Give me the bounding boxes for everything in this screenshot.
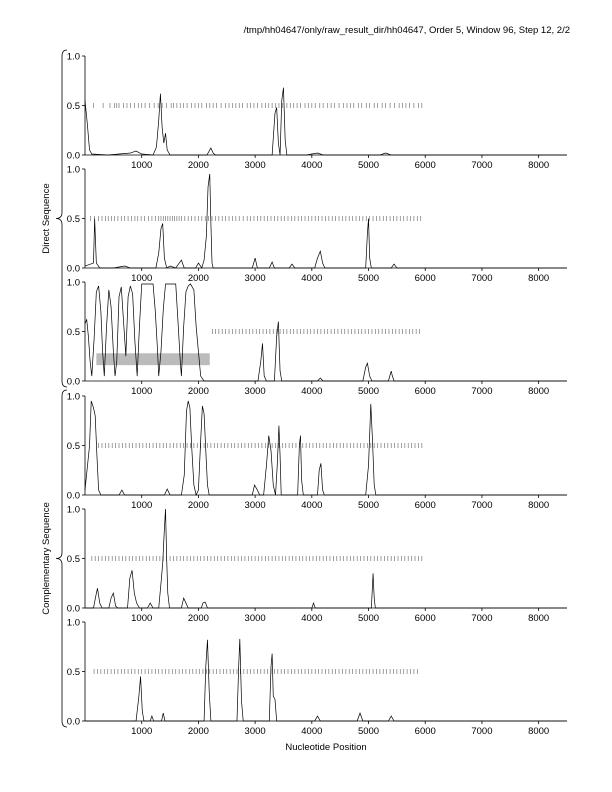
y-tick-label: 0.0 [66, 263, 80, 275]
panel-2 [67, 165, 567, 285]
x-tick-label: 8000 [528, 500, 550, 511]
x-tick-label: 4000 [301, 273, 323, 284]
chart-header-text: /tmp/hh04647/only/raw_result_dir/hh04647, Order 5, Window 96, Step 12, 2/2 [243, 25, 570, 36]
x-tick-label: 1000 [131, 613, 153, 624]
x-tick-label: 2000 [187, 160, 209, 171]
x-tick-label: 6000 [414, 613, 436, 624]
x-tick-label: 8000 [528, 273, 550, 284]
x-tick-label: 1000 [131, 160, 153, 171]
y-tick-label: 0.5 [66, 101, 80, 112]
x-tick-label: 7000 [471, 386, 493, 397]
y-tick-label: 0.0 [66, 490, 80, 502]
y-tick-label: 0.0 [66, 603, 80, 615]
group-label-complementary: Complementary Sequence [41, 502, 52, 615]
y-tick-label: 1.0 [66, 617, 80, 629]
x-tick-label: 2000 [187, 500, 209, 511]
x-tick-label: 5000 [357, 500, 380, 511]
y-tick-label: 0.0 [66, 150, 80, 162]
y-tick-label: 1.0 [66, 277, 80, 289]
x-tick-label: 2000 [187, 613, 209, 624]
x-tick-label: 4000 [301, 613, 323, 624]
x-tick-label: 1000 [131, 273, 153, 284]
x-tick-label: 8000 [528, 613, 550, 624]
x-tick-label: 3000 [244, 160, 266, 171]
series-line [85, 509, 567, 608]
group-brace-direct [56, 50, 67, 387]
x-tick-label: 6000 [414, 273, 436, 284]
x-tick-label: 5000 [357, 273, 380, 284]
series-line [85, 174, 567, 268]
x-tick-label: 1000 [131, 726, 153, 737]
x-tick-label: 8000 [528, 160, 550, 171]
y-tick-label: 1.0 [66, 504, 80, 516]
series-line [85, 88, 567, 155]
x-tick-label: 6000 [414, 160, 436, 171]
group-label-direct: Direct Sequence [41, 183, 52, 254]
x-axis-title: Nucleotide Position [285, 742, 367, 753]
x-tick-label: 5000 [357, 726, 380, 737]
x-tick-label: 5000 [357, 160, 380, 171]
x-tick-label: 4000 [301, 726, 323, 737]
x-tick-label: 7000 [471, 500, 493, 511]
x-tick-label: 2000 [187, 386, 209, 397]
panel-6 [67, 618, 567, 738]
x-tick-label: 8000 [528, 726, 550, 737]
x-tick-label: 3000 [244, 500, 266, 511]
panel-5 [67, 505, 567, 625]
x-tick-label: 8000 [528, 386, 550, 397]
series-line [85, 639, 567, 721]
x-tick-label: 3000 [244, 386, 266, 397]
x-tick-label: 2000 [187, 726, 209, 737]
x-tick-label: 1000 [131, 386, 153, 397]
x-tick-label: 5000 [357, 386, 380, 397]
x-tick-label: 4000 [301, 386, 323, 397]
x-tick-label: 3000 [244, 726, 266, 737]
series-line [85, 284, 567, 381]
x-tick-label: 3000 [244, 613, 266, 624]
y-tick-label: 1.0 [66, 164, 80, 176]
y-tick-label: 0.0 [66, 376, 80, 388]
x-tick-label: 6000 [414, 726, 436, 737]
x-tick-label: 2000 [187, 273, 209, 284]
x-tick-label: 6000 [414, 386, 436, 397]
x-tick-label: 6000 [414, 500, 436, 511]
panel-3 [67, 278, 567, 398]
y-tick-label: 0.5 [66, 214, 80, 225]
x-tick-label: 7000 [471, 160, 493, 171]
y-tick-label: 0.5 [66, 554, 80, 565]
panels-layer [67, 52, 567, 738]
x-tick-label: 1000 [131, 500, 153, 511]
y-tick-label: 0.0 [66, 716, 80, 728]
y-tick-label: 0.5 [66, 441, 80, 452]
y-tick-label: 0.5 [66, 667, 80, 678]
x-tick-label: 7000 [471, 726, 493, 737]
panel-4 [67, 392, 567, 512]
x-tick-label: 4000 [301, 500, 323, 511]
panel-1 [67, 52, 567, 172]
x-tick-label: 7000 [471, 613, 493, 624]
y-tick-label: 0.5 [66, 327, 80, 338]
x-tick-label: 5000 [357, 613, 380, 624]
y-tick-label: 1.0 [66, 51, 80, 63]
y-tick-label: 1.0 [66, 391, 80, 403]
group-brace-complementary [56, 390, 67, 727]
x-tick-label: 4000 [301, 160, 323, 171]
x-tick-label: 7000 [471, 273, 493, 284]
series-line [85, 401, 567, 495]
x-tick-label: 3000 [244, 273, 266, 284]
